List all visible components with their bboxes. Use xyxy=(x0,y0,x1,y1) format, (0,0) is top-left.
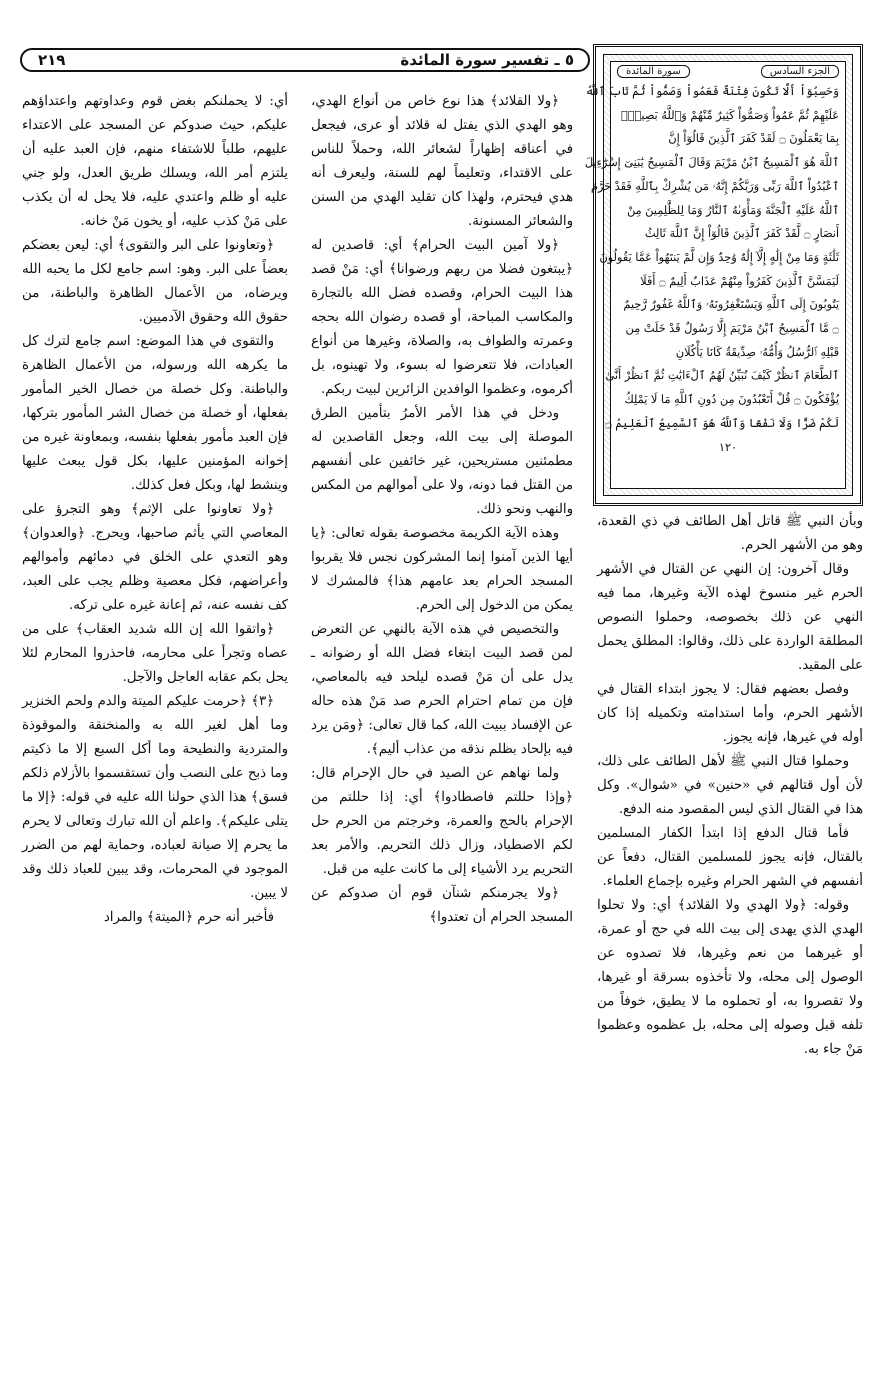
page-number: ٢١٩ xyxy=(38,51,66,69)
paragraph: ﴿ولا القلائد﴾ هذا نوع خاص من أنواع الهدي، وهو الهدي الذي يفتل له قلائد أو عرى، فيجعل في أعناقه إظهاراً لشعائر الله، وحملاً للناس على الاقتداء، وتعليماً لهم للسنة، وليعرف أنه هدي فيحترم، ولهذا كان تقليد الهدي من السنن والشعائر المسنونة. xyxy=(311,94,573,229)
quran-line: أَنصَارٍ ۝ لَّقَدْ كَفَرَ ٱلَّذِينَ قَالُوٓاْ إِنَّ ٱللَّهَ ثَالِثُ xyxy=(644,227,839,241)
running-header xyxy=(20,48,590,72)
paragraph: وهذه الآية الكريمة مخصوصة بقوله تعالى: ﴿يا أيها الذين آمنوا إنما المشركون نجس فلا يقربوا المسجد الحرام بعد عامهم هذا﴾ فالمشرك لا يمكن من الدخول إلى الحرم. xyxy=(311,526,573,613)
paragraph: ﴿ولا تعاونوا على الإثم﴾ وهو التجرؤ على المعاصي التي يأثم صاحبها، ويحرج. ﴿والعدوان﴾ وهو التعدي على الخلق في دمائهم وأموالهم وأعراضهم، فكل معصية وظلم يجب على العبد، كف نفسه عنه، ثم إعانة غيره على تركه. xyxy=(22,502,288,613)
paragraph: ﴿ولا يجرمنكم شنآن قوم أن صدوكم عن المسجد الحرام أن تعتدوا﴾ xyxy=(311,886,573,925)
paragraph: أي: لا يحملنكم بغض قوم وعداوتهم واعتداؤهم عليكم، حيث صدوكم عن المسجد على الاعتداء عليهم، طلباً للاشتفاء منهم، فإن العبد عليه أن يلتزم أمر الله، ويسلك طريق العدل، ولو جني عليه أو ظلم واعتدي عليه، فلا يحل له أن يكذب على مَنْ كذب عليه، أو يخون مَنْ خانه. xyxy=(22,94,288,229)
quran-line: عَلَيْهِمْ ثُمَّ عَمُواْ وَصَمُّواْ كَثِيرٌ مِّنْهُمْ وَٱللَّهُ بَصِيرٌۢ xyxy=(621,108,839,122)
paragraph: ﴿٣﴾ ﴿حرمت عليكم الميتة والدم ولحم الخنزير وما أهل لغير الله به والمنخنقة والموقوذة والمتردية والنطيحة وما أكل السبع إلا ما ذكيتم وما ذبح على النصب وأن تستقسموا بالأزلام ذلكم فسق﴾ هذا الذي حولنا الله عليه في قوله: ﴿إلا ما يتلى عليكم﴾. واعلم أن الله تبارك وتعالى لا يحرم ما يحرم إلا صيانة لعباده، وحماية لهم من الضرر الموجود في المحرمات، وقد يبين للعباد ذلك وقد لا يبين. xyxy=(22,694,288,901)
paragraph: وقال آخرون: إن النهي عن القتال في الأشهر الحرم غير منسوخ لهذه الآية وغيرها، مما فيه النهي عن ذلك بخصوصه، وحملوا النصوص المطلقة الواردة على ذلك، وقالوا: المطلق يحمل على المقيد. xyxy=(597,562,863,673)
paragraph: فأخبر أنه حرم ﴿الميتة﴾ والمراد xyxy=(103,910,274,925)
column-right xyxy=(597,510,863,1062)
column-left xyxy=(22,90,288,930)
quran-line: ٱللَّهَ هُوَ ٱلْمَسِيحُ ٱبْنُ مَرْيَمَ وَقَالَ ٱلْمَسِيحُ يَٰبَنِىٓ إِسْرَٰٓءِيلَ xyxy=(584,156,839,170)
mushaf-page-number: ١٢٠ xyxy=(718,440,738,454)
paragraph: وفصل بعضهم فقال: لا يجوز ابتداء القتال في الأشهر الحرم، وأما استدامته وتكميله إذا كان أوله في غيرها، فإنه يجوز. xyxy=(597,682,863,745)
paragraph: والتخصيص في هذه الآية بالنهي عن التعرض لمن قصد البيت ابتغاء فضل الله أو رضوانه ـ يدل على أن مَنْ قصده ليلحد فيه بالمعاصي، فإن من تمام احترام الحرم صد مَنْ هذه حاله عن الإفساد ببيت الله، كما قال تعالى: ﴿ومَن يرد فيه بإلحاد بظلم نذقه من عذاب أليم﴾. xyxy=(311,622,573,757)
quran-line: يُؤْفَكُونَ ۝ قُلْ أَتَعْبُدُونَ مِن دُونِ ٱللَّهِ مَا لَا يَمْلِكُ xyxy=(624,393,839,407)
quran-line: ثَلَٰثَةٍ وَمَا مِنْ إِلَٰهٍ إِلَّآ إِلَٰهٌ وَٰحِدٌ وَإِن لَّمْ يَنتَهُواْ عَمَّا يَقُولُونَ xyxy=(599,250,839,264)
paragraph: وبأن النبي ﷺ قاتل أهل الطائف في ذي القعدة، وهو من الأشهر الحرم. xyxy=(597,514,863,553)
paragraph: ﴿وتعاونوا على البر والتقوى﴾ أي: ليعن بعضكم بعضاً على البر. وهو: اسم جامع لكل ما يحبه الله ويرضاه، من الأعمال الظاهرة والباطنة، من حقوق الله وحقوق الآدميين. xyxy=(22,238,288,325)
paragraph: فأما قتال الدفع إذا ابتدأ الكفار المسلمين بالقتال، فإنه يجوز للمسلمين القتال، دفعاً عن أنفسهم في الشهر الحرام وغيره بإجماع العلماء. xyxy=(597,826,863,889)
quran-line: بِمَا يَعْمَلُونَ ۝ لَقَدْ كَفَرَ ٱلَّذِينَ قَالُوٓاْ إِنَّ xyxy=(668,132,839,146)
mushaf-header xyxy=(617,65,839,78)
paragraph: ﴿واتقوا الله إن الله شديد العقاب﴾ على من عصاه وتجرأ على محارمه، فاحذروا المحارم لئلا يحل بكم عقابه العاجل والآجل. xyxy=(22,622,288,685)
column-middle xyxy=(311,90,573,930)
quran-line: ٱعْبُدُواْ ٱللَّهَ رَبِّى وَرَبَّكُمْ إِنَّهُۥ مَن يُشْرِكْ بِٱللَّهِ فَقَدْ حَرَّمَ xyxy=(590,179,839,193)
juz-label: الجزء السادس xyxy=(761,65,839,78)
quran-line: قَبْلِهِ ٱلرُّسُلُ وَأُمُّهُۥ صِدِّيقَةٌ كَانَا يَأْكُلَانِ xyxy=(675,345,839,359)
quran-text-box xyxy=(584,44,863,506)
quran-line: لَيَمَسَّنَّ ٱلَّذِينَ كَفَرُواْ مِنْهُمْ عَذَابٌ أَلِيمٌ ۝ أَفَلَا xyxy=(640,274,839,288)
paragraph: والتقوى في هذا الموضع: اسم جامع لترك كل ما يكرهه الله ورسوله، من الأعمال الظاهرة والباطنة. وكل خصلة من خصال الخير المأمور بفعلها، أو خصلة من خصال الشر المأمور بتركها، فإن العبد مأمور بفعلها بنفسه، وبمعاونة غيره من إخوانه المؤمنين عليها، بكل قول يبعث عليها وينشط لها، وبكل فعل كذلك. xyxy=(22,334,288,493)
page-title: ٥ ـ تفسير سورة المائدة xyxy=(400,51,574,69)
paragraph: ودخل في هذا الأمر الأمرُ بتأمين الطرق الموصلة إلى بيت الله، وجعل القاصدين له مطمئنين مستريحين، غير خائفين على أنفسهم من القتل فما دونه، ولا على أموالهم من المكس والنهب ونحو ذلك. xyxy=(311,406,573,517)
quran-text-area xyxy=(584,61,846,489)
sura-label: سورة المائدة xyxy=(617,65,690,78)
quran-line: ٱللَّهُ عَلَيْهِ ٱلْجَنَّةَ وَمَأْوَىٰهُ ٱلنَّارُ وَمَا لِلظَّٰلِمِينَ مِنْ xyxy=(626,203,839,217)
paragraph: وحملوا قتال النبي ﷺ لأهل الطائف على ذلك، لأن أول قتالهم في «حنين» في «شوال». وكل هذا في القتال الذي ليس المقصود منه الدفع. xyxy=(597,754,863,817)
quran-line: ۝ مَّا ٱلْمَسِيحُ ٱبْنُ مَرْيَمَ إِلَّا رَسُولٌ قَدْ خَلَتْ مِن xyxy=(625,322,839,336)
paragraph: ﴿ولا آمين البيت الحرام﴾ أي: قاصدين له ﴿يبتغون فضلا من ربهم ورضوانا﴾ أي: مَنْ قصد هذا البيت الحرام، وقصده فضل الله بالتجارة والمكاسب المباحة، أو قصده رضوان الله بحجه وعمرته والطواف به، والصلاة، وغيرها من أنواع العبادات، فلا تتعرضوا له بسوء، ولا تهينوه، بل أكرموه، وعظموا الوافدين الزائرين لبيت ربكم. xyxy=(311,238,573,397)
paragraph: ولما نهاهم عن الصيد في حال الإحرام قال: ﴿وإذا حللتم فاصطادوا﴾ أي: إذا حللتم من الإحرام بالحج والعمرة، وخرجتم من الحرم حل لكم الاصطياد، وزال ذلك التحريم. والأمر بعد التحريم يرد الأشياء إلى ما كانت عليه من قبل. xyxy=(311,766,573,877)
paragraph: وقوله: ﴿ولا الهدي ولا القلائد﴾ أي: ولا تحلوا الهدي الذي يهدى إلى بيت الله في حج أو عمرة، أو غيرهما من نعم وغيرها، فلا تصدوه عن الوصول إلى محله، ولا تأخذوه بسرقة أو غيرها، ولا تقصروا به، أو تحملوه ما لا يطيق، خوفاً من تلفه قبل وصوله إلى محله، بل عظموه وعظموا مَنْ جاء به. xyxy=(597,898,863,1057)
quran-line: لَكُمْ ضَرًّا وَلَا نَفْعًا وَٱللَّهُ هُوَ ٱلسَّمِيعُ ٱلْعَلِيمُ ۝ xyxy=(605,416,839,430)
quran-line: وَحَسِبُوٓاْ أَلَّا تَكُونَ فِتْنَةٌ فَعَمُواْ وَصَمُّواْ ثُمَّ تَابَ ٱللَّهُ xyxy=(585,85,839,98)
quran-line: ٱلطَّعَامَ ٱنظُرْ كَيْفَ نُبَيِّنُ لَهُمُ ٱلْءَايَٰتِ ثُمَّ ٱنظُرْ أَنَّىٰ xyxy=(605,369,839,383)
quran-line: يَتُوبُونَ إِلَى ٱللَّهِ وَيَسْتَغْفِرُونَهُۥ وَٱللَّهُ غَفُورٌ رَّحِيمٌ xyxy=(623,298,839,312)
